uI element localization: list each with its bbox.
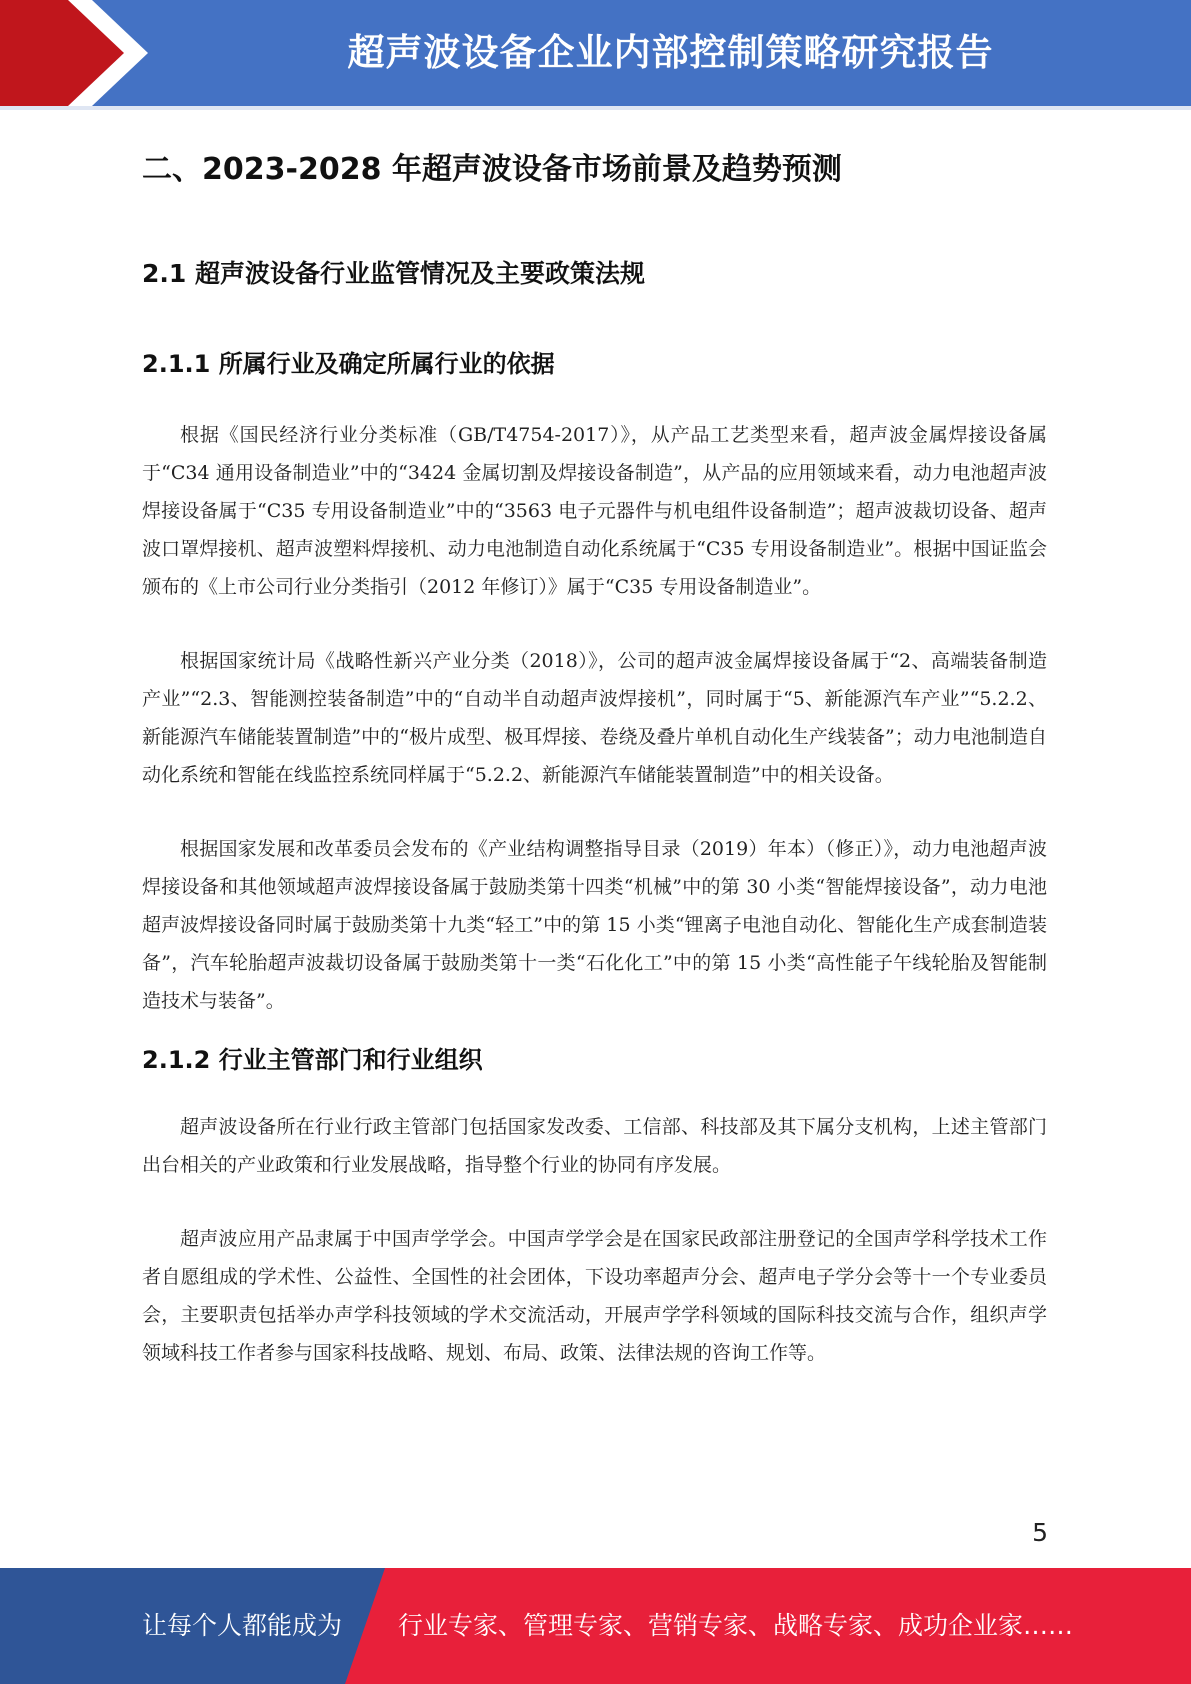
- section-title: 二、2023-2028 年超声波设备市场前景及趋势预测: [142, 152, 842, 187]
- paragraph: 根据国家发展和改革委员会发布的《产业结构调整指导目录（2019）年本）（修正）》，动力电池超声波焊接设备和其他领域超声波焊接设备属于鼓励类第十四类“机械”中的第 30 小类“智能焊接设备”，动力电池超声波焊接设备同时属于鼓励类第十九类“轻工”中的第 15 小类“锂离子电池自动化、智能化生产成套制造装备”，汽车轮胎超声波裁切设备属于鼓励类第十一类“石化化工”中的第 15 小类“高性能子午线轮胎及智能制造技术与装备”。: [142, 838, 1047, 1012]
- document-body: [142, 128, 1047, 1372]
- header-title: 超声波设备企业内部控制策略研究报告: [347, 31, 994, 74]
- topic-title-1: 2.1.1 所属行业及确定所属行业的依据: [142, 350, 555, 378]
- topic-title-2: 2.1.2 行业主管部门和行业组织: [142, 1046, 483, 1074]
- subsection-title: 2.1 超声波设备行业监管情况及主要政策法规: [142, 259, 645, 288]
- paragraph: 超声波设备所在行业行政主管部门包括国家发改委、工信部、科技部及其下属分支机构，上述主管部门出台相关的产业政策和行业发展战略，指导整个行业的协同有序发展。: [142, 1116, 1047, 1176]
- page-header: [0, 0, 1191, 110]
- paragraph: 超声波应用产品隶属于中国声学学会。中国声学学会是在国家民政部注册登记的全国声学科学技术工作者自愿组成的学术性、公益性、全国性的社会团体，下设功率超声分会、超声电子学分会等十一个专业委员会，主要职责包括举办声学科技领域的学术交流活动，开展声学学科领域的国际科技交流与合作，组织声学领域科技工作者参与国家科技战略、规划、布局、政策、法律法规的咨询工作等。: [142, 1228, 1047, 1364]
- paragraph: 根据国家统计局《战略性新兴产业分类（2018）》，公司的超声波金属焊接设备属于“2、高端装备制造产业”“2.3、智能测控装备制造”中的“自动半自动超声波焊接机”，同时属于“5、新能源汽车产业”“5.2.2、新能源汽车储能装置制造”中的“极片成型、极耳焊接、卷绕及叠片单机自动化生产线装备”；动力电池制造自动化系统和智能在线监控系统同样属于“5.2.2、新能源汽车储能装置制造”中的相关设备。: [142, 650, 1047, 786]
- footer-slogan-right: 行业专家、管理专家、营销专家、战略专家、成功企业家……: [398, 1611, 1074, 1640]
- paragraph: 根据《国民经济行业分类标准（GB/T4754-2017）》，从产品工艺类型来看，超声波金属焊接设备属于“C34 通用设备制造业”中的“3424 金属切割及焊接设备制造”，从产品的应用领域来看，动力电池超声波焊接设备属于“C35 专用设备制造业”中的“3563 电子元器件与机电组件设备制造”；超声波裁切设备、超声波口罩焊接机、超声波塑料焊接机、动力电池制造自动化系统属于“C35 专用设备制造业”。根据中国证监会颁布的《上市公司行业分类指引（2012 年修订）》属于“C35 专用设备制造业”。: [142, 424, 1047, 598]
- page-number: 5: [1032, 1518, 1048, 1547]
- footer-slogan-left: 让每个人都能成为: [142, 1611, 343, 1640]
- page-footer: [0, 1568, 1191, 1684]
